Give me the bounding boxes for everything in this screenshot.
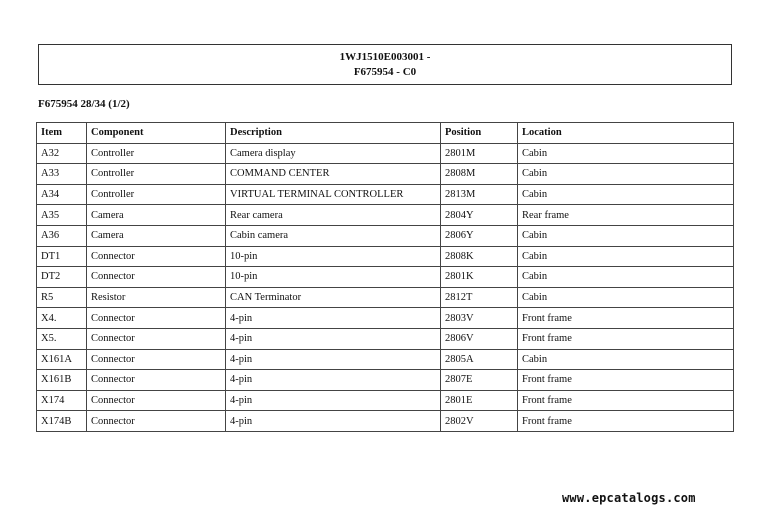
cell-component: Resistor — [87, 287, 226, 308]
cell-item: X161A — [37, 349, 87, 370]
cell-description: COMMAND CENTER — [226, 164, 441, 185]
cell-component: Connector — [87, 411, 226, 432]
cell-description: 10-pin — [226, 267, 441, 288]
column-header-description: Description — [226, 123, 441, 144]
watermark-url: www.epcatalogs.com — [562, 491, 696, 505]
cell-component: Camera — [87, 225, 226, 246]
cell-description: 4-pin — [226, 411, 441, 432]
cell-location: Rear frame — [518, 205, 734, 226]
cell-component: Connector — [87, 328, 226, 349]
cell-position: 2808M — [441, 164, 518, 185]
cell-position: 2803V — [441, 308, 518, 329]
cell-position: 2806V — [441, 328, 518, 349]
cell-location: Cabin — [518, 349, 734, 370]
cell-description: Cabin camera — [226, 225, 441, 246]
cell-item: DT1 — [37, 246, 87, 267]
table-row — [37, 287, 734, 308]
table-row — [37, 370, 734, 391]
cell-description: 4-pin — [226, 308, 441, 329]
cell-position: 2801K — [441, 267, 518, 288]
cell-description: 4-pin — [226, 370, 441, 391]
table-row — [37, 205, 734, 226]
cell-location: Cabin — [518, 225, 734, 246]
components-table — [36, 122, 734, 432]
header-line-1: 1WJ1510E003001 - — [339, 50, 431, 63]
cell-location: Cabin — [518, 143, 734, 164]
cell-position: 2801M — [441, 143, 518, 164]
cell-location: Cabin — [518, 287, 734, 308]
cell-location: Cabin — [518, 267, 734, 288]
cell-location: Front frame — [518, 370, 734, 391]
cell-item: X174 — [37, 390, 87, 411]
table-row — [37, 308, 734, 329]
cell-location: Cabin — [518, 246, 734, 267]
cell-component: Controller — [87, 184, 226, 205]
cell-item: X5. — [37, 328, 87, 349]
section-title: F675954 28/34 (1/2) — [38, 98, 130, 110]
table-row — [37, 390, 734, 411]
cell-location: Cabin — [518, 184, 734, 205]
cell-position: 2805A — [441, 349, 518, 370]
cell-component: Connector — [87, 349, 226, 370]
table-row — [37, 267, 734, 288]
table-row — [37, 349, 734, 370]
cell-description: Rear camera — [226, 205, 441, 226]
cell-description: Camera display — [226, 143, 441, 164]
cell-position: 2801E — [441, 390, 518, 411]
cell-item: R5 — [37, 287, 87, 308]
cell-component: Connector — [87, 267, 226, 288]
cell-component: Controller — [87, 164, 226, 185]
table-row — [37, 411, 734, 432]
cell-component: Connector — [87, 308, 226, 329]
cell-item: X161B — [37, 370, 87, 391]
cell-location: Cabin — [518, 164, 734, 185]
cell-item: X174B — [37, 411, 87, 432]
table-row — [37, 225, 734, 246]
table-row — [37, 328, 734, 349]
cell-item: A36 — [37, 225, 87, 246]
cell-position: 2807E — [441, 370, 518, 391]
cell-location: Front frame — [518, 308, 734, 329]
cell-position: 2802V — [441, 411, 518, 432]
cell-position: 2808K — [441, 246, 518, 267]
table-header-row — [37, 123, 734, 144]
cell-description: 10-pin — [226, 246, 441, 267]
cell-component: Connector — [87, 390, 226, 411]
cell-component: Connector — [87, 246, 226, 267]
column-header-position: Position — [441, 123, 518, 144]
cell-description: VIRTUAL TERMINAL CONTROLLER — [226, 184, 441, 205]
cell-location: Front frame — [518, 328, 734, 349]
cell-position: 2804Y — [441, 205, 518, 226]
cell-position: 2813M — [441, 184, 518, 205]
cell-location: Front frame — [518, 411, 734, 432]
cell-location: Front frame — [518, 390, 734, 411]
table-row — [37, 143, 734, 164]
table-row — [37, 184, 734, 205]
cell-item: X4. — [37, 308, 87, 329]
table-row — [37, 164, 734, 185]
cell-description: CAN Terminator — [226, 287, 441, 308]
document-header — [38, 44, 732, 85]
cell-description: 4-pin — [226, 390, 441, 411]
cell-position: 2806Y — [441, 225, 518, 246]
table-row — [37, 246, 734, 267]
column-header-component: Component — [87, 123, 226, 144]
cell-item: A34 — [37, 184, 87, 205]
cell-component: Connector — [87, 370, 226, 391]
column-header-location: Location — [518, 123, 734, 144]
cell-component: Controller — [87, 143, 226, 164]
cell-item: A33 — [37, 164, 87, 185]
cell-description: 4-pin — [226, 328, 441, 349]
column-header-item: Item — [37, 123, 87, 144]
cell-item: A35 — [37, 205, 87, 226]
cell-item: DT2 — [37, 267, 87, 288]
cell-position: 2812T — [441, 287, 518, 308]
header-line-2: F675954 - C0 — [353, 65, 417, 78]
cell-description: 4-pin — [226, 349, 441, 370]
cell-component: Camera — [87, 205, 226, 226]
cell-item: A32 — [37, 143, 87, 164]
